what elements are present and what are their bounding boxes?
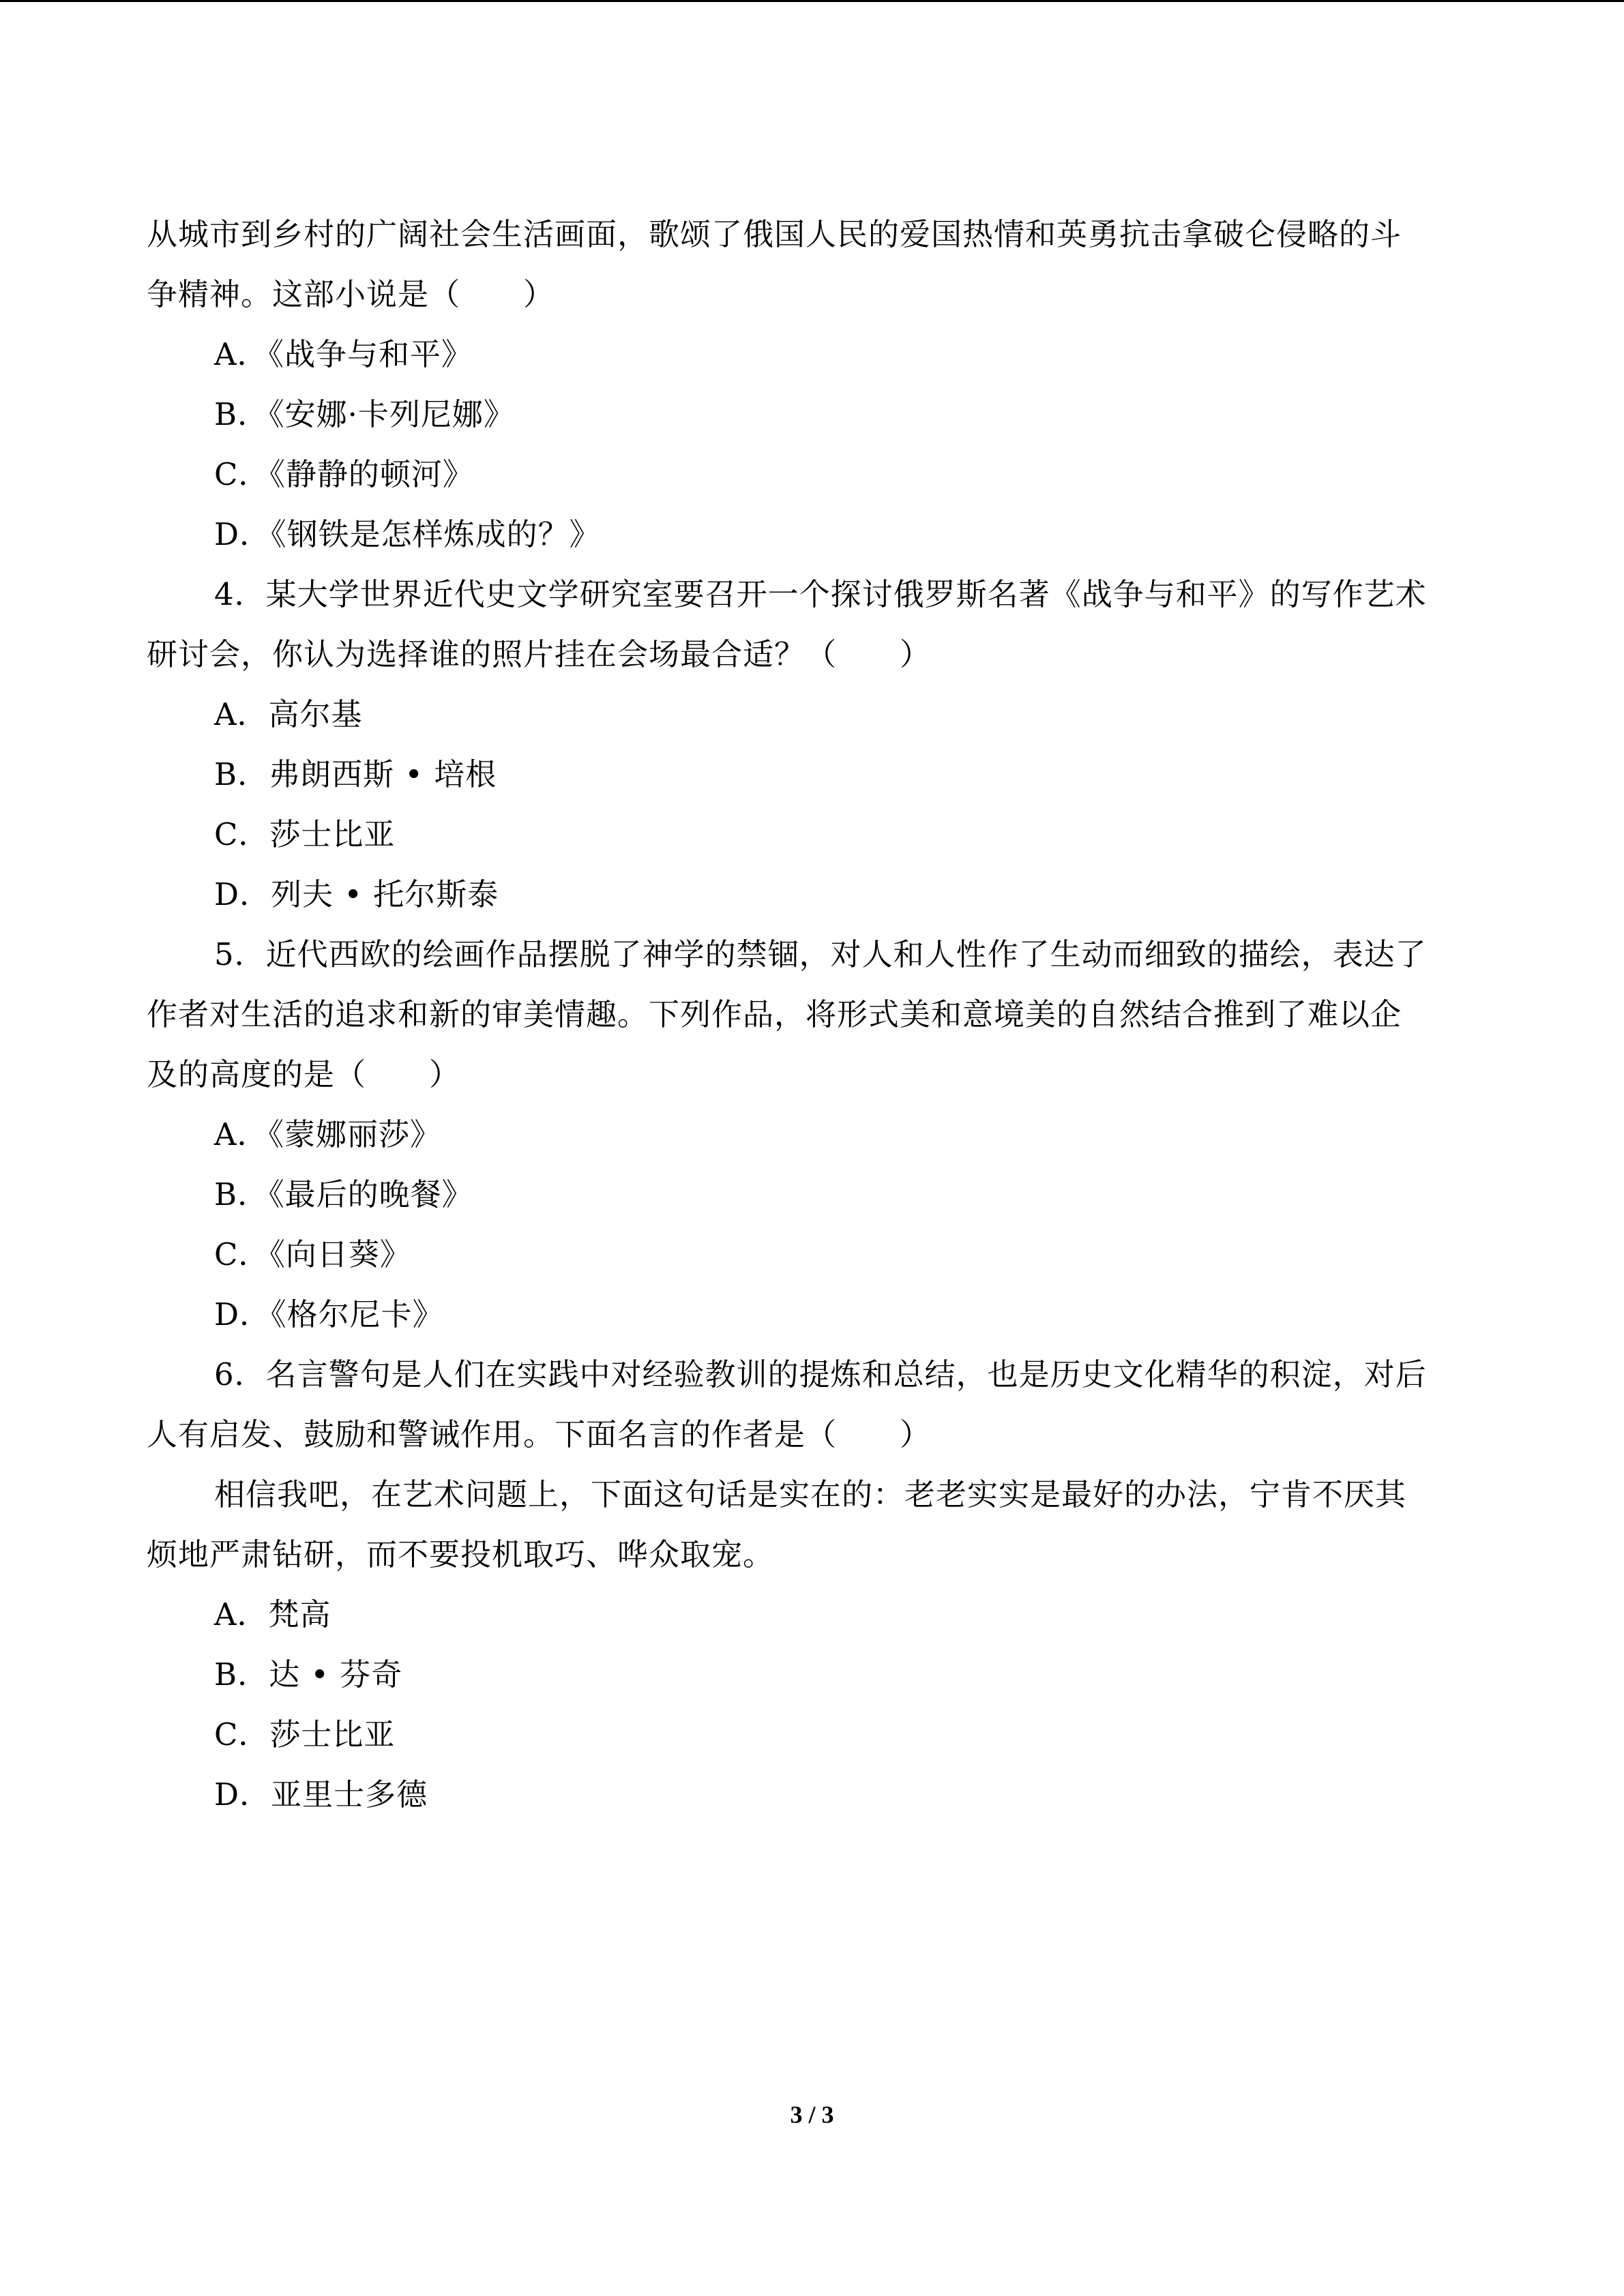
text-line: 从城市到乡村的广阔社会生活画面，歌颂了俄国人民的爱国热情和英勇抗击拿破仑侵略的斗 [147,216,1402,252]
answer-option: A．高尔基 [214,696,363,732]
answer-option: D．《钢铁是怎样炼成的？》 [214,516,601,552]
question-stem: 4．某大学世界近代史文学研究室要召开一个探讨俄罗斯名著《战争与和平》的写作艺术 [214,576,1427,612]
text-line: 作者对生活的追求和新的审美情趣。下列作品，将形式美和意境美的自然结合推到了难以企 [147,996,1402,1032]
text-line: 争精神。这部小说是（ ） [147,276,555,312]
top-border-line [0,0,1624,2]
answer-option: C．《向日葵》 [214,1236,411,1272]
answer-option: D．列夫 • 托尔斯泰 [214,876,499,912]
answer-option: D．亚里士多德 [214,1776,428,1813]
page-content [147,205,1477,1825]
answer-option: C．莎士比亚 [214,816,396,852]
answer-option: C．莎士比亚 [214,1716,396,1753]
answer-option: C．《静静的顿河》 [214,456,474,492]
answer-option: A．《蒙娜丽莎》 [214,1116,441,1152]
text-line: 及的高度的是（ ） [147,1056,461,1092]
answer-option: B．达 • 芬奇 [214,1656,403,1693]
answer-option: A．梵高 [214,1596,331,1632]
answer-option: B．《安娜·卡列尼娜》 [214,396,515,432]
quotation-text: 相信我吧，在艺术问题上，下面这句话是实在的：老老实实是最好的办法，宁肯不厌其 [214,1476,1407,1512]
quotation-text: 烦地严肃钻研，而不要投机取巧、哗众取宠。 [147,1536,775,1572]
answer-option: D．《格尔尼卡》 [214,1296,444,1332]
question-stem: 5．近代西欧的绘画作品摆脱了神学的禁锢，对人和人性作了生动而细致的描绘，表达了 [214,936,1427,972]
answer-option: B．《最后的晚餐》 [214,1176,473,1212]
page-number: 3 / 3 [790,2101,834,2128]
answer-option: B．弗朗西斯 • 培根 [214,756,497,792]
question-stem: 6．名言警句是人们在实践中对经验教训的提炼和总结，也是历史文化精华的积淀，对后 [214,1356,1427,1392]
text-line: 人有启发、鼓励和警诫作用。下面名言的作者是（ ） [147,1416,932,1452]
text-line: 研讨会，你认为选择谁的照片挂在会场最合适？（ ） [147,636,932,672]
answer-option: A．《战争与和平》 [214,336,473,372]
